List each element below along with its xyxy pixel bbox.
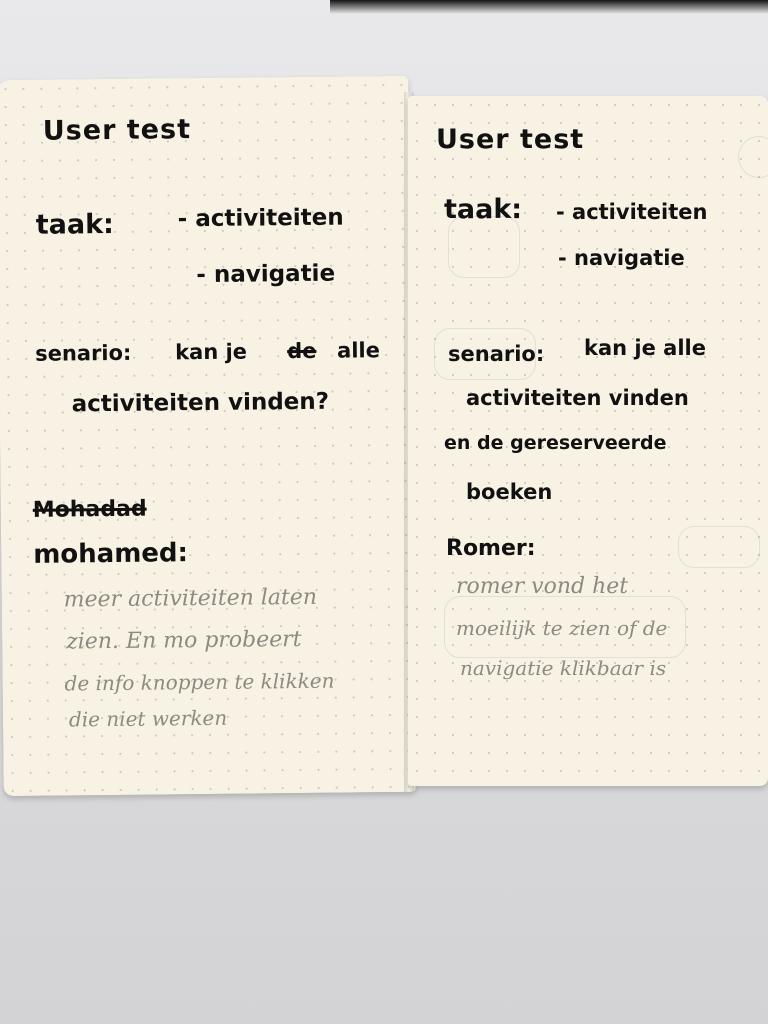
left-scenario-line2: activiteiten vinden? — [71, 388, 330, 418]
left-note-line-1: meer activiteiten laten — [63, 584, 318, 613]
left-page — [0, 76, 416, 796]
left-scenario-line1-end: alle — [336, 338, 381, 363]
right-participant-name: Romer: — [446, 536, 536, 561]
right-note-line-1: romer vond het — [456, 574, 629, 599]
right-task-item-2: - navigatie — [558, 246, 685, 270]
right-scenario-line3: en de gereserveerde — [444, 432, 667, 454]
right-task-label: taak: — [444, 194, 523, 225]
left-note-line-3: de info knoppen te klikken — [64, 668, 335, 696]
right-page — [408, 96, 768, 786]
right-scenario-label: senario: — [448, 342, 545, 366]
left-note-line-2: zien. En mo probeert — [66, 627, 302, 655]
right-title: User test — [436, 124, 585, 155]
bleed-through-shape-3 — [678, 526, 760, 568]
left-task-item-1: - activiteiten — [177, 204, 344, 233]
right-task-item-1: - activiteiten — [556, 200, 708, 224]
left-struck-name: Mohadad — [32, 496, 147, 523]
bleed-through-shape-1 — [448, 216, 520, 278]
left-task-label: taak: — [35, 208, 115, 241]
right-scenario-line1: kan je alle — [584, 336, 706, 360]
right-note-line-3: navigatie klikbaar is — [460, 656, 667, 680]
right-note-line-2: moeilijk te zien of de — [456, 616, 668, 640]
left-scenario-line1: kan je — [174, 339, 248, 365]
left-note-line-4: die niet werken — [68, 705, 228, 732]
left-title: User test — [42, 114, 192, 147]
right-scenario-line2: activiteiten vinden — [466, 386, 689, 410]
left-scenario-struck-word: de — [286, 338, 317, 364]
left-scenario-label: senario: — [35, 340, 132, 366]
bleed-through-circle — [738, 136, 768, 178]
right-scenario-line4: boeken — [466, 480, 553, 504]
left-participant-name: mohamed: — [33, 538, 189, 570]
left-task-item-2: - navigatie — [196, 260, 336, 289]
